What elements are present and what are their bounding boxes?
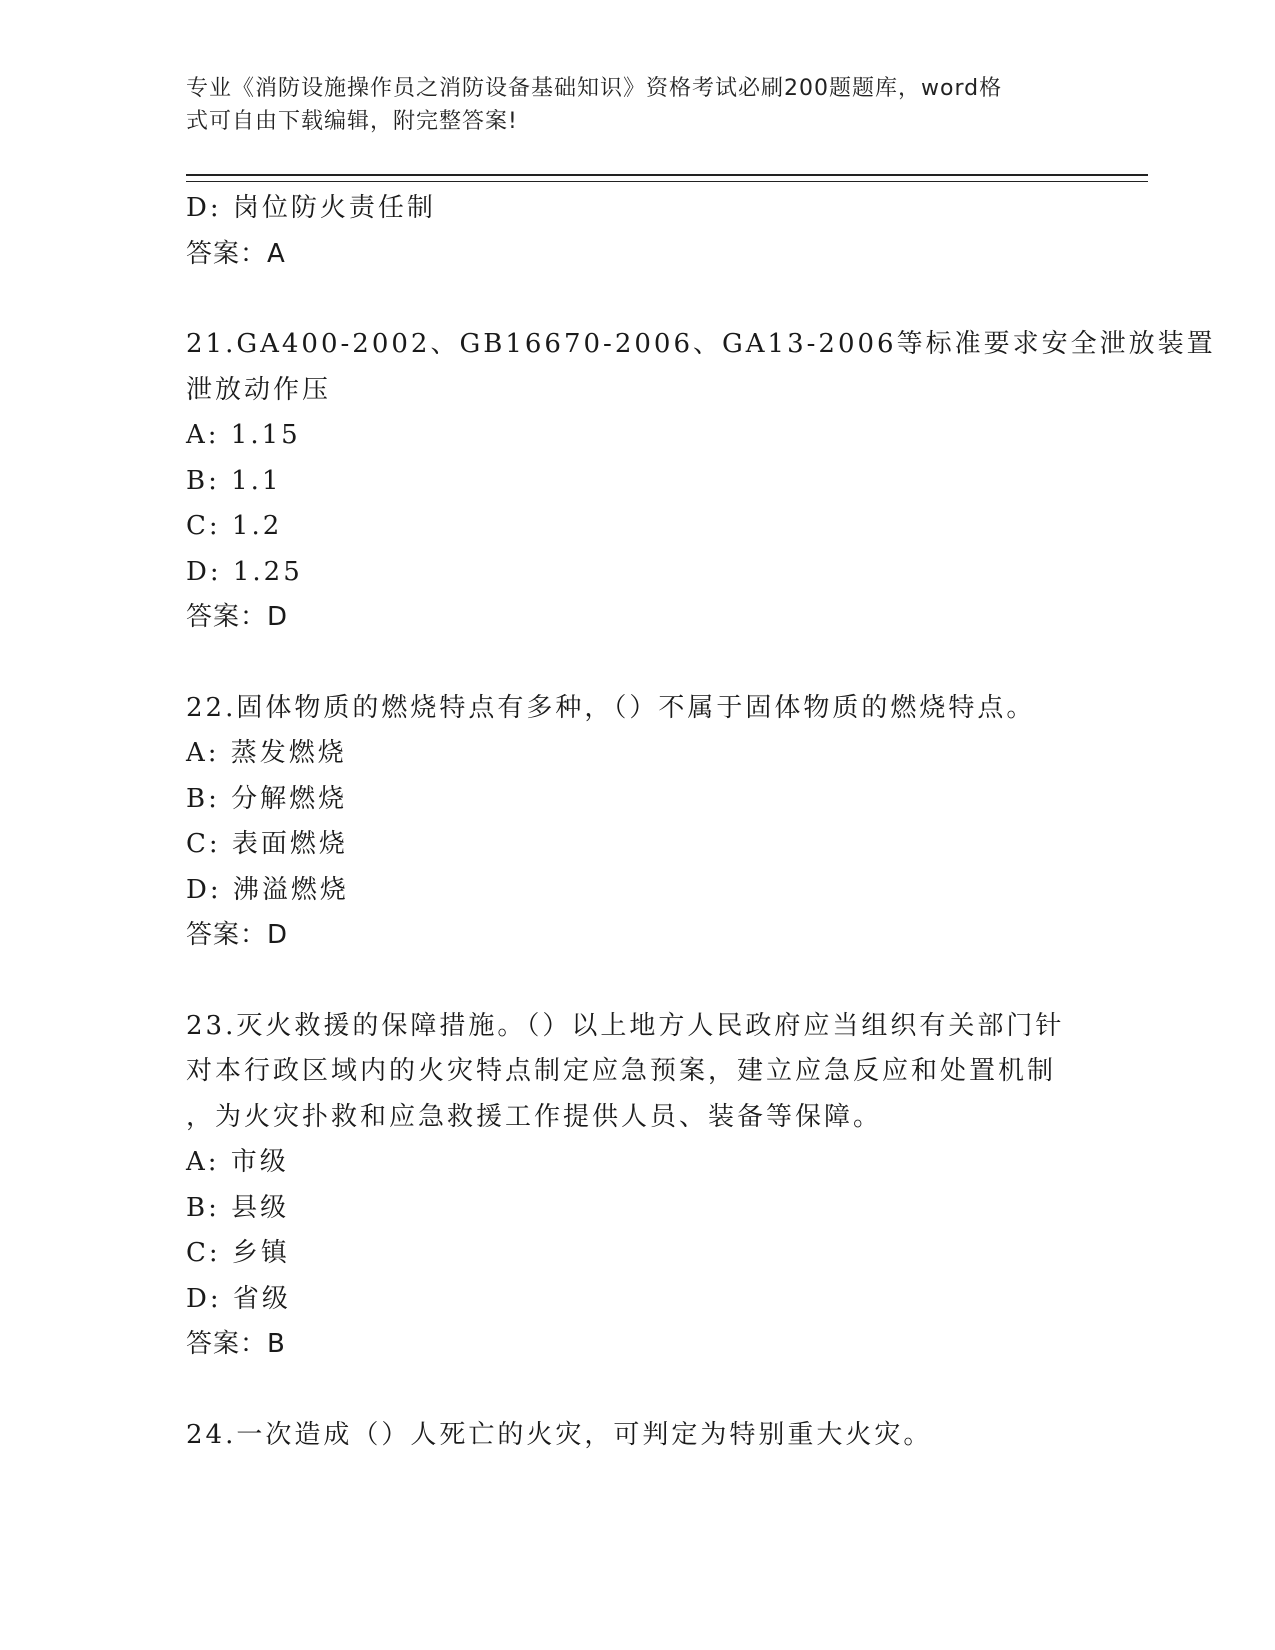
question-list <box>186 186 1216 1458</box>
answer-line: 答案：D <box>186 602 289 632</box>
question-text-line: 23.灭火救援的保障措施。（）以上地方人民政府应当组织有关部门针 <box>186 1010 1065 1041</box>
question-text-line: 22.固体物质的燃烧特点有多种，（）不属于固体物质的燃烧特点。 <box>186 692 1036 723</box>
question-text-line: ，为火灾扑救和应急救援工作提供人员、装备等保障。 <box>186 1101 883 1132</box>
option-b: B: 分解燃烧 <box>186 783 348 814</box>
option-a: A: 1.15 <box>186 420 301 450</box>
header-line-1: 专业《消防设施操作员之消防设备基础知识》资格考试必刷200题题库，word格 <box>186 76 1003 101</box>
option-b: B: 1.1 <box>186 465 282 496</box>
option-d: D: 岗位防火责任制 <box>186 193 436 223</box>
question-21 <box>186 322 1216 641</box>
option-c: C: 表面燃烧 <box>186 829 348 859</box>
option-d: D: 省级 <box>186 1283 291 1314</box>
answer-line: 答案：A <box>186 238 286 269</box>
option-a: A: 市级 <box>186 1147 289 1177</box>
header-divider-thick <box>186 174 1148 176</box>
question-22 <box>186 686 1086 959</box>
document-header <box>186 72 1066 138</box>
option-b: B: 县级 <box>186 1192 290 1223</box>
header-line-2: 式可自由下载编辑，附完整答案! <box>186 109 518 134</box>
option-c: C: 1.2 <box>186 511 283 541</box>
answer-line: 答案：D <box>186 920 289 950</box>
question-text-line: 21.GA400-2002、GB16670-2006、GA13-2006等标准要求安全泄放装置 <box>186 329 1216 359</box>
question-text-line: 24.一次造成（）人死亡的火灾，可判定为特别重大火灾。 <box>186 1419 933 1450</box>
previous-question-tail <box>186 186 1086 277</box>
question-24 <box>186 1413 1086 1459</box>
header-divider-thin <box>186 181 1148 182</box>
question-23 <box>186 1004 1086 1368</box>
question-text-line: 泄放动作压 <box>186 374 332 405</box>
option-c: C: 乡镇 <box>186 1238 290 1268</box>
option-a: A: 蒸发燃烧 <box>186 738 347 768</box>
question-text-line: 对本行政区域内的火灾特点制定应急预案，建立应急反应和处置机制 <box>186 1056 1057 1086</box>
option-d: D: 1.25 <box>186 556 303 587</box>
option-d: D: 沸溢燃烧 <box>186 874 349 905</box>
answer-line: 答案：B <box>186 1329 286 1359</box>
